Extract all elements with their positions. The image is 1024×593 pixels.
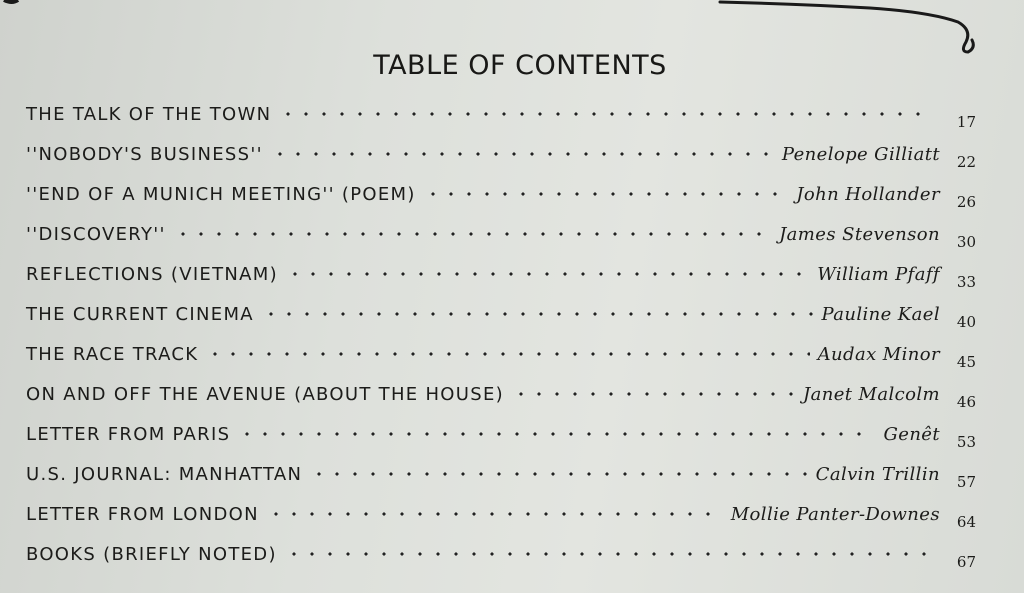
toc-entry-page: 46 [956,393,976,411]
toc-entry-title: ''DISCOVERY'' [26,223,166,245]
dot-leader [279,104,932,124]
toc-row[interactable] [26,374,976,414]
dot-leader [262,304,814,324]
dot-leader [310,464,807,484]
dot-leader [512,384,795,404]
toc-entry-author: Pauline Kael [821,303,940,325]
dot-leader [174,224,771,244]
page-title: TABLE OF CONTENTS [373,50,667,81]
toc-entry-author: Calvin Trillin [815,463,940,485]
toc-entry-author: James Stevenson [779,223,940,245]
toc-row[interactable] [26,134,976,174]
toc-entry-page: 17 [956,113,976,131]
toc-entry-page: 40 [956,313,976,331]
toc-entry-title: THE RACE TRACK [26,343,199,365]
toc-entry-author: John Hollander [796,183,940,205]
dot-leader [238,424,875,444]
toc-entry-author: Genêt [883,423,940,445]
toc-row[interactable] [26,494,976,534]
toc-entry-page: 26 [956,193,976,211]
toc-entry-title: REFLECTIONS (VIETNAM) [26,263,278,285]
toc-entry-title: THE TALK OF THE TOWN [26,103,272,125]
toc-entry-author: Penelope Gilliatt [781,143,940,165]
toc-entry-author: Audax Minor [817,343,940,365]
toc-entry-page: 67 [956,553,976,571]
toc-entry-title: LETTER FROM PARIS [26,423,231,445]
toc-entry-page: 53 [956,433,976,451]
toc-row[interactable] [26,174,976,214]
toc-entry-page: 64 [956,513,976,531]
dot-leader [424,184,789,204]
toc-entry-title: ''END OF A MUNICH MEETING'' (POEM) [26,183,416,205]
dot-leader [206,344,809,364]
toc-entry-page: 30 [956,233,976,251]
toc-entry-author: Janet Malcolm [802,383,940,405]
toc-entry-author: Mollie Panter-Downes [730,503,940,525]
toc-entry-page: 45 [956,353,976,371]
toc-entry-page: 57 [956,473,976,491]
toc-row[interactable] [26,94,976,134]
toc-row[interactable] [26,214,976,254]
dot-leader [267,504,723,524]
toc-row[interactable] [26,254,976,294]
toc-entry-title: U.S. JOURNAL: MANHATTAN [26,463,303,485]
toc-row[interactable] [26,294,976,334]
toc-entry-title: BOOKS (BRIEFLY NOTED) [26,543,277,565]
toc-row[interactable] [26,334,976,374]
toc-entry-page: 33 [956,273,976,291]
dot-leader [271,144,774,164]
toc-row[interactable] [26,454,976,494]
toc-entry-page: 22 [956,153,976,171]
dot-leader [286,264,809,284]
toc-entry-title: LETTER FROM LONDON [26,503,259,525]
toc-entry-author: William Pfaff [817,263,940,285]
toc-list [26,94,976,574]
toc-entry-title: ''NOBODY'S BUSINESS'' [26,143,263,165]
dot-leader [285,544,932,564]
toc-entry-title: ON AND OFF THE AVENUE (ABOUT THE HOUSE) [26,383,504,405]
toc-entry-title: THE CURRENT CINEMA [26,303,254,325]
toc-row[interactable] [26,534,976,574]
toc-row[interactable] [26,414,976,454]
